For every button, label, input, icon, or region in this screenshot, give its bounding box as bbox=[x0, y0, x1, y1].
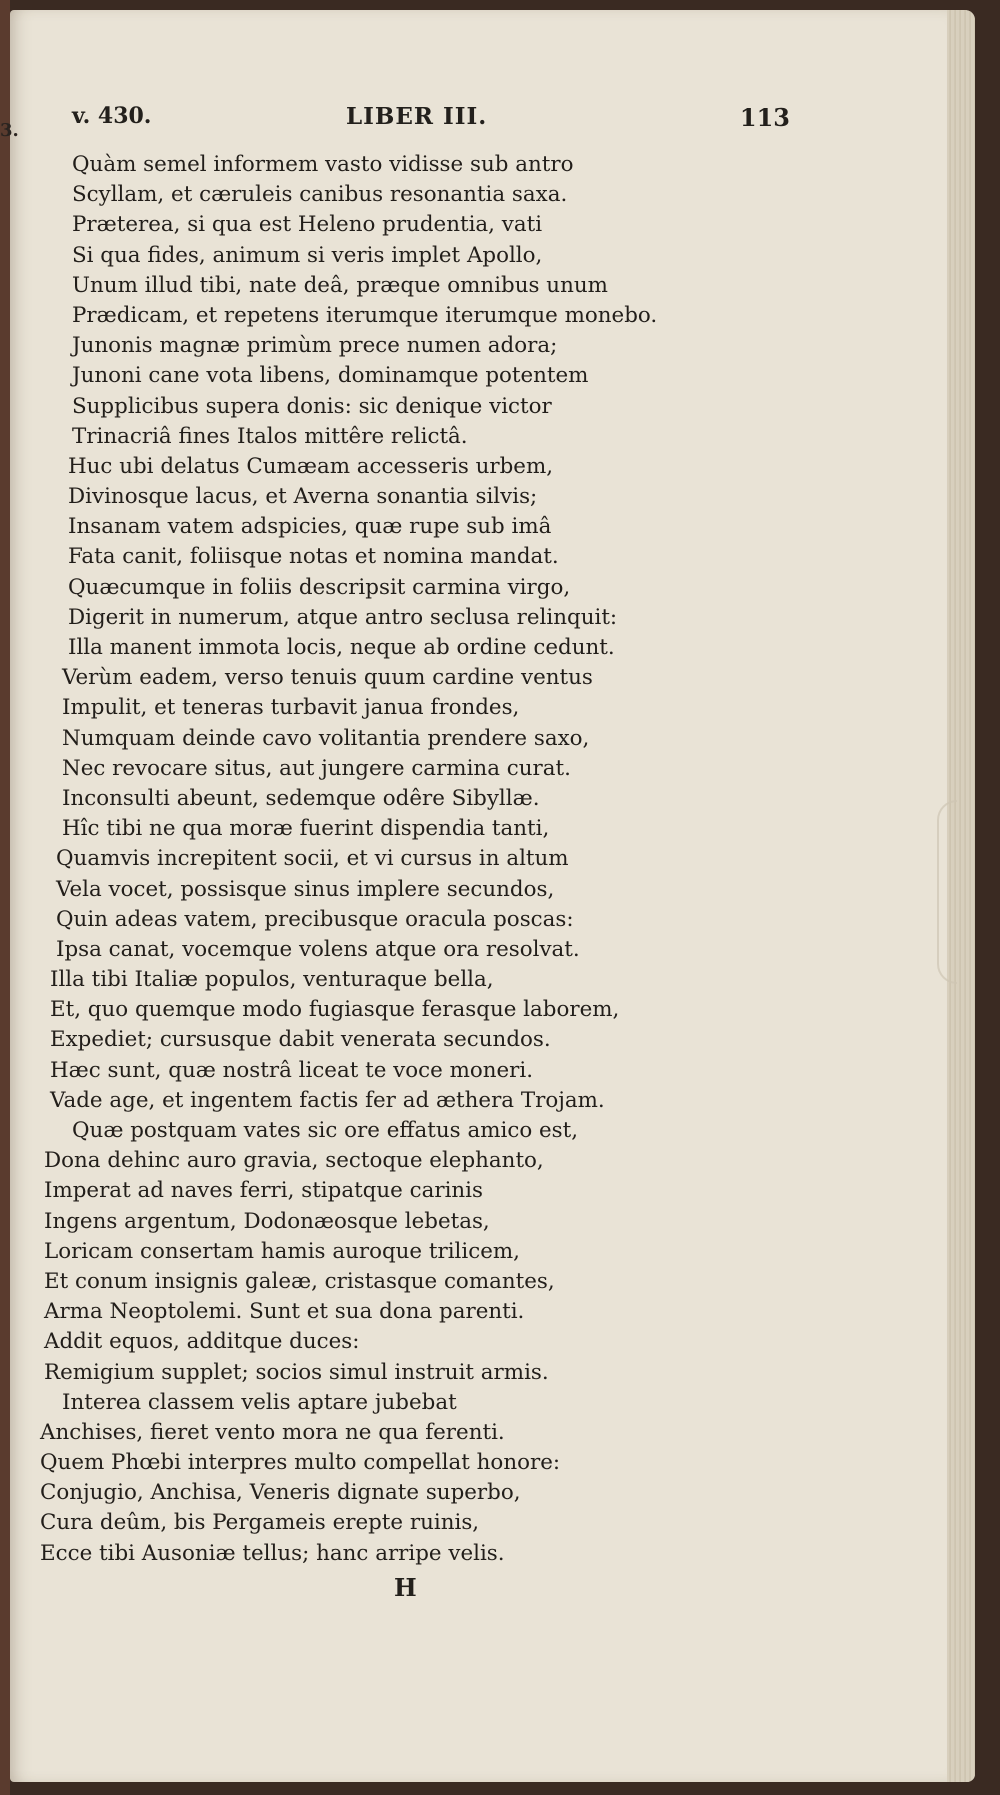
verse-line: Hîc tibi ne qua moræ fuerint dispendia tanti, bbox=[62, 816, 550, 842]
signature-mark: H bbox=[394, 1573, 417, 1602]
running-header bbox=[72, 103, 790, 137]
verse-line: Digerit in numerum, atque antro seclusa relinquit: bbox=[68, 604, 618, 630]
verse-line: Illa manent immota locis, neque ab ordine cedunt. bbox=[68, 635, 615, 660]
page-number: 113 bbox=[739, 103, 790, 132]
verse-line: Quæ postquam vates sic ore effatus amico est, bbox=[72, 1118, 579, 1143]
verse-line: Loricam consertam hamis auroque trilicem, bbox=[44, 1238, 520, 1264]
verse-line: Fata canit, foliisque notas et nomina mandat. bbox=[68, 544, 559, 570]
margin-mark: 3. bbox=[0, 120, 19, 141]
verse-line: Scyllam, et cæruleis canibus resonantia saxa. bbox=[72, 182, 568, 208]
verse-line: Impulit, et teneras turbavit janua frondes, bbox=[62, 695, 520, 721]
verse-line: Quamvis increpitent socii, et vi cursus in altum bbox=[56, 846, 569, 872]
verse-line: Quàm semel informem vasto vidisse sub antro bbox=[72, 152, 574, 177]
verse-line: Verùm eadem, verso tenuis quum cardine ventus bbox=[62, 665, 593, 691]
poem-text bbox=[40, 150, 810, 1569]
verse-line: Divinosque lacus, et Averna sonantia silvis; bbox=[68, 484, 538, 510]
verse-line: Interea classem velis aptare jubebat bbox=[62, 1389, 457, 1415]
page-fold bbox=[937, 800, 957, 984]
book-spine-edge bbox=[0, 0, 10, 1795]
verse-line: Imperat ad naves ferri, stipatque carinis bbox=[44, 1178, 483, 1204]
verse-line: Ipsa canat, vocemque volens atque ora resolvat. bbox=[56, 936, 580, 962]
verse-line: Præterea, si qua est Heleno prudentia, vati bbox=[72, 212, 543, 238]
verse-line: Conjugio, Anchisa, Veneris dignate superbo, bbox=[40, 1480, 521, 1506]
verse-line: Remigium supplet; socios simul instruit armis. bbox=[44, 1359, 549, 1385]
verse-line: Quæcumque in foliis descripsit carmina virgo, bbox=[68, 574, 571, 600]
verse-line: Numquam deinde cavo volitantia prendere saxo, bbox=[62, 725, 590, 751]
verse-line: Addit equos, additque duces: bbox=[44, 1329, 360, 1355]
verse-reference: v. 430. bbox=[72, 103, 152, 129]
verse-line: Vela vocet, possisque sinus implere secundos, bbox=[56, 876, 555, 902]
verse-line: Hæc sunt, quæ nostrâ liceat te voce moneri. bbox=[50, 1057, 534, 1083]
verse-line: Et conum insignis galeæ, cristasque comantes, bbox=[44, 1268, 555, 1294]
verse-line: Inconsulti abeunt, sedemque odêre Sibyllæ. bbox=[62, 785, 540, 811]
verse-line: Expediet; cursusque dabit venerata secundos. bbox=[50, 1027, 551, 1053]
verse-line: Quin adeas vatem, precibusque oracula poscas: bbox=[56, 906, 574, 932]
verse-line: Anchises, fieret vento mora ne qua ferenti. bbox=[40, 1419, 505, 1445]
verse-line: Ecce tibi Ausoniæ tellus; hanc arripe velis. bbox=[40, 1540, 505, 1566]
verse-line: Junonis magnæ primùm prece numen adora; bbox=[72, 333, 558, 359]
verse-line: Huc ubi delatus Cumæam accesseris urbem, bbox=[68, 453, 554, 479]
verse-line: Vade age, et ingentem factis fer ad æthera Trojam. bbox=[50, 1087, 605, 1113]
verse-line: Trinacriâ fines Italos mittêre relictâ. bbox=[72, 423, 468, 449]
verse-line: Junoni cane vota libens, dominamque potentem bbox=[72, 363, 589, 389]
verse-line: Si qua fides, animum si veris implet Apollo, bbox=[72, 242, 543, 268]
running-title: LIBER III. bbox=[346, 103, 488, 130]
verse-line: Arma Neoptolemi. Sunt et sua dona parenti. bbox=[44, 1299, 525, 1325]
verse-line: Cura deûm, bis Pergameis erepte ruinis, bbox=[40, 1510, 480, 1536]
verse-line: Prædicam, et repetens iterumque iterumque monebo. bbox=[72, 302, 658, 328]
verse-line: Supplicibus supera donis: sic denique victor bbox=[72, 393, 552, 419]
verse-line: Quem Phœbi interpres multo compellat honore: bbox=[40, 1450, 561, 1476]
verse-line: Ingens argentum, Dodonæosque lebetas, bbox=[44, 1208, 490, 1234]
verse-line: Et, quo quemque modo fugiasque ferasque laborem, bbox=[50, 997, 620, 1023]
verse-line: Nec revocare situs, aut jungere carmina curat. bbox=[62, 755, 571, 781]
verse-line: Insanam vatem adspicies, quæ rupe sub imâ bbox=[68, 514, 552, 540]
verse-line: Unum illud tibi, nate deâ, præque omnibus unum bbox=[72, 272, 608, 298]
verse-line: Illa tibi Italiæ populos, venturaque bella, bbox=[50, 967, 494, 993]
verse-line: Dona dehinc auro gravia, sectoque elephanto, bbox=[44, 1148, 544, 1174]
